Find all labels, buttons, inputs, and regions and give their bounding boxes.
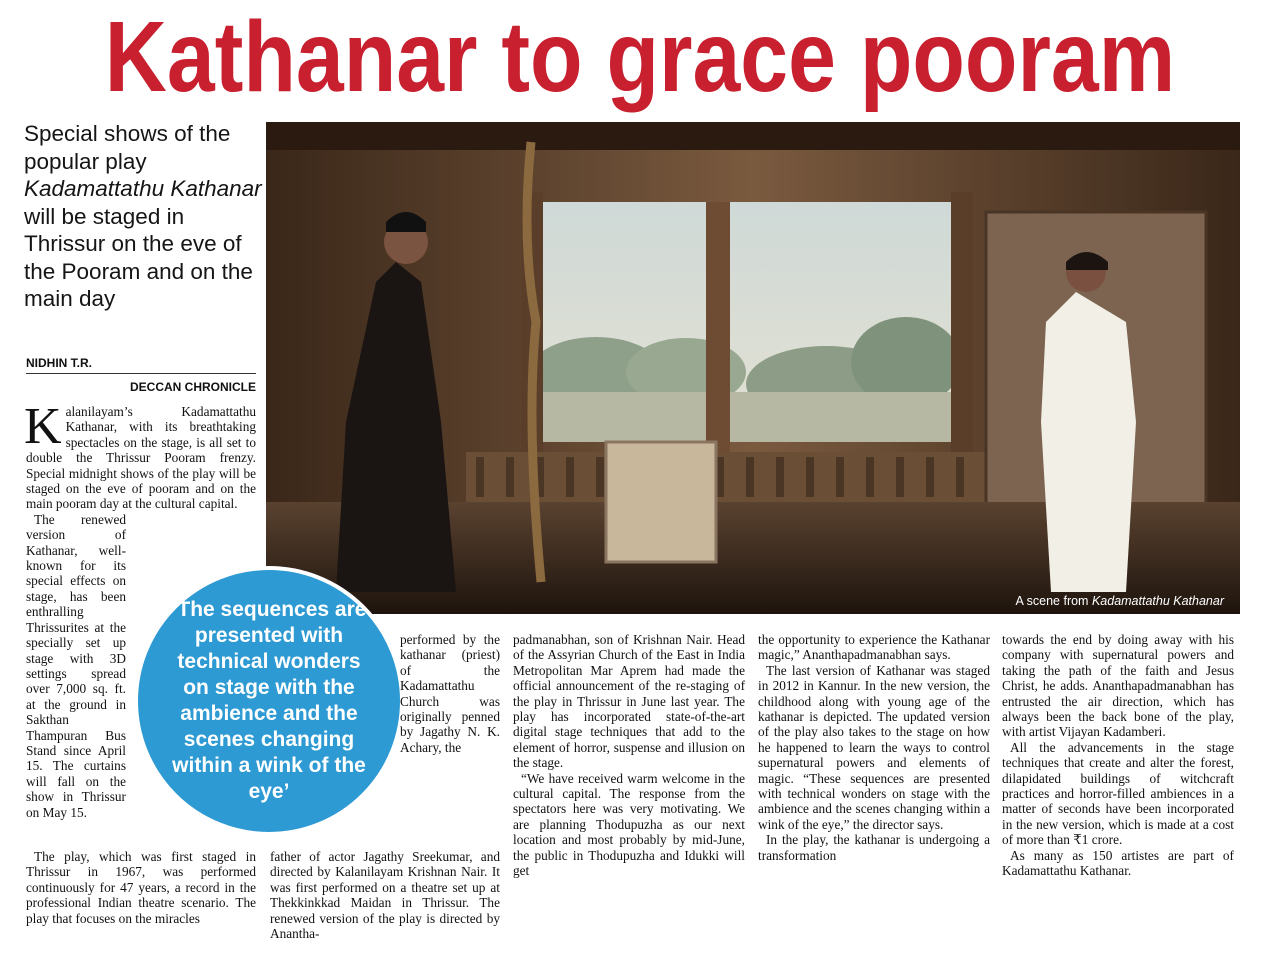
- article-column-5-paragraph-2: All the advancements in the stage techniques that create and alter the forest, dilapidated buildings of witchcraft practices and horror-filled ambiences in a matter of seconds have been incorporated in the new version, which is made at a cost of more than ₹1 crore.: [1002, 739, 1234, 848]
- article-column-5-text: towards the end by doing away with his company with supernatural powers and taking the path of the faith and Jesus Christ, he adds. Ananthapadmanabhan has entrusted the air direction, which has always been the back bone of the play, with artist Vijayan Kadamberi.: [1002, 632, 1234, 740]
- article-column-5: [1002, 632, 1234, 879]
- article-column-3-text: padmanabhan, son of Krishnan Nair. Head of the Assyrian Church of the East in India Metropolitan Mar Aprem had made the official announcement of the re-staging of the play in Thrissur in June last year. The play has incorporated state-of-the-art digital stage techniques that add to the element of horror, suspense and illusion on the stage.: [513, 632, 745, 771]
- article-paragraph-3: The play, which was first staged in Thrissur in 1967, was performed continuously for 47 years, a record in the professional Indian theatre scenario. The play that focuses on the miracles: [26, 849, 256, 926]
- article-column-5-paragraph-3: As many as 150 artistes are part of Kadamattathu Kathanar.: [1002, 847, 1234, 879]
- stage-photo-illustration: [266, 122, 1240, 614]
- photo-caption: [1016, 594, 1224, 608]
- pull-quote-text: ‘The sequences are presented with technical wonders on stage with the ambience and the scenes changing within a wink of the eye’: [171, 598, 367, 803]
- headline: Kathanar to grace pooram: [104, 1, 1176, 113]
- caption-title: Kadamattathu Kathanar: [1091, 594, 1224, 608]
- byline-author: NIDHIN T.R.: [26, 356, 92, 370]
- article-column-3: [513, 632, 745, 879]
- article-paragraph-2-text: The renewed version of Kathanar, well-known for its special effects on stage, has been enthralling Thrissurites at the specially set up stage with 3D settings spread over 7,000 sq. ft. at the ground in Sakthan Thampuran Bus Stand since April 15. The curtains will fall on the show in Thrissur on May 15.: [26, 511, 126, 820]
- drop-cap: K: [24, 398, 62, 455]
- article-column-2-bottom: [270, 849, 500, 941]
- article-column-3-paragraph-2: “We have received warm welcome in the cultural capital. The response from the spectators here was very motivating. We are planning Thodupuzha as our next location and most probably by mid-June, the public in Thodupuzha and Idukki will get: [513, 770, 745, 879]
- deck-play-title: Kadamattathu Kathanar: [24, 176, 262, 201]
- article-column-4-paragraph-3: In the play, the kathanar is undergoing a transformation: [758, 832, 990, 863]
- article-column-2-top: [400, 632, 500, 755]
- caption-prefix: A scene from: [1015, 594, 1092, 608]
- pull-quote-circle: [134, 566, 404, 836]
- article-column-4-text: the opportunity to experience the Kathanar magic,” Ananthapadmanabhan says.: [758, 632, 990, 663]
- deck-summary: [24, 120, 262, 313]
- article-column-2-top-text: performed by the kathanar (priest) of the Kadamattathu Church was originally penned by Jagathy N. K. Achary, the: [400, 632, 500, 755]
- byline-rule: [26, 373, 256, 374]
- stage-photo: [266, 122, 1240, 614]
- article-column-1-bottom: [26, 849, 256, 926]
- deck-text-b: will be staged in Thrissur on the eve of the Pooram and on the main day: [24, 203, 253, 311]
- deck-text-a: Special shows of the popular play: [24, 121, 231, 174]
- article-column-4-paragraph-2: The last version of Kathanar was staged in 2012 in Kannur. In the new version, the childhood along with young age of the kathanar is depicted. The updated version of the play also takes to the stage on how he happened to learn the ways to control supernatural powers and elements of magic. “These sequences are presented with technical wonders on stage with the ambience and the scenes changing within a wink of the eye,” the director says.: [758, 662, 990, 832]
- byline: [26, 356, 256, 394]
- article-column-4: [758, 632, 990, 863]
- article-column-2-bottom-text: father of actor Jagathy Sreekumar, and directed by Kalanilayam Krishnan Nair. It was first performed on a theatre set up at Thekkinkkad Maidan in Thrissur. The renewed version of the play is directed by Anantha-: [270, 849, 500, 942]
- article-paragraph-1: alanilayam’s Kadamattathu Kathanar, with its breathtaking spectacles on the stage, is all set to double the Thrissur Pooram frenzy. Special midnight shows of the play will be staged on the eve of pooram and on the main pooram day at the cultural capital.: [26, 404, 256, 512]
- byline-publication: DECCAN CHRONICLE: [130, 380, 256, 394]
